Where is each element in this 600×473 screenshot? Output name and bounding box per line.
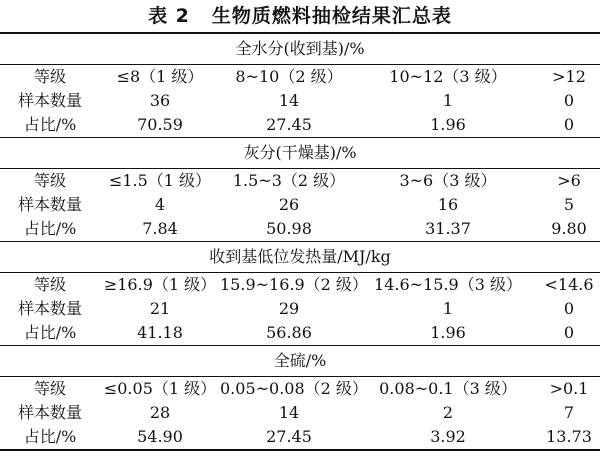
table-section: [0, 137, 600, 241]
table-cell: 1.96: [430, 115, 466, 134]
table-cell: 7: [563, 403, 575, 422]
table-cell: 0: [563, 115, 575, 134]
table-cell: 50.98: [266, 219, 312, 238]
table-cell: 36: [149, 91, 171, 110]
table-cell: 3.92: [430, 427, 466, 446]
table-cell: 7.84: [142, 219, 178, 238]
table-cell: 5: [563, 195, 575, 214]
table-cell: 56.86: [266, 323, 312, 342]
table-section: [0, 345, 600, 449]
table-cell: 14: [278, 403, 300, 422]
count-row: [0, 297, 600, 321]
table-cell: 16: [437, 195, 459, 214]
row-label: 样本数量: [17, 195, 82, 214]
table-cell: 14: [278, 91, 300, 110]
ratio-row: [0, 113, 600, 137]
table-cell: ≤1.5（1 级）: [108, 171, 212, 190]
row-label: 占比/%: [23, 323, 77, 342]
table-cell: 27.45: [266, 115, 312, 134]
table-cell: 26: [278, 195, 300, 214]
row-label: 样本数量: [17, 403, 82, 422]
table-section: [0, 34, 600, 137]
row-label: 占比/%: [23, 219, 77, 238]
table-title: 生物质燃料抽检结果汇总表: [211, 5, 452, 27]
grade-row: [0, 377, 600, 401]
count-row: [0, 401, 600, 425]
table-cell: 0.08~0.1（3 级）: [379, 379, 517, 398]
section-header: 收到基低位发热量/MJ/kg: [0, 242, 600, 273]
table-cell: ≤0.05（1 级）: [103, 379, 217, 398]
table-cell: 13.73: [546, 427, 592, 446]
row-label: 占比/%: [23, 427, 77, 446]
table-cell: >0.1: [549, 379, 589, 398]
table-number: 表 2: [148, 5, 190, 27]
table-cell: 15.9~16.9（2 级）: [220, 275, 368, 294]
table-cell: >12: [552, 67, 586, 86]
row-label: 样本数量: [17, 91, 82, 110]
row-label: 样本数量: [17, 299, 82, 318]
table-cell: 0: [563, 323, 575, 342]
section-header: 全水分(收到基)/%: [0, 34, 600, 65]
count-row: [0, 193, 600, 217]
table-cell: 28: [149, 403, 171, 422]
section-header: 全硫/%: [0, 346, 600, 377]
table-cell: 2: [442, 403, 454, 422]
grade-row: [0, 169, 600, 193]
ratio-row: [0, 425, 600, 449]
table-cell: 41.18: [137, 323, 183, 342]
table-cell: 0: [563, 91, 575, 110]
row-label: 等级: [33, 379, 66, 398]
ratio-row: [0, 321, 600, 345]
table-caption: [0, 0, 600, 32]
table-cell: 29: [278, 299, 300, 318]
table-cell: ≥16.9（1 级）: [103, 275, 217, 294]
table-cell: 70.59: [137, 115, 183, 134]
table-cell: 0: [563, 299, 575, 318]
table-section: [0, 241, 600, 345]
row-label: 等级: [33, 67, 66, 86]
table-cell: 3~6（3 级）: [399, 171, 497, 190]
row-label: 等级: [33, 275, 66, 294]
table-cell: 8~10（2 级）: [235, 67, 343, 86]
table-cell: 1.96: [430, 323, 466, 342]
count-row: [0, 89, 600, 113]
section-header: 灰分(干燥基)/%: [0, 138, 600, 169]
ratio-row: [0, 217, 600, 241]
table-cell: 9.80: [551, 219, 587, 238]
table-cell: 14.6~15.9（3 级）: [374, 275, 522, 294]
table-cell: 54.90: [137, 427, 183, 446]
row-label: 等级: [33, 171, 66, 190]
table-cell: 27.45: [266, 427, 312, 446]
table-cell: 0.05~0.08（2 级）: [220, 379, 368, 398]
table-cell: 1: [442, 299, 454, 318]
table-cell: ≤8（1 级）: [116, 67, 204, 86]
table-cell: 21: [149, 299, 171, 318]
table-cell: 31.37: [425, 219, 471, 238]
table-cell: 10~12（3 级）: [389, 67, 507, 86]
results-table: [0, 32, 600, 451]
table-cell: 1.5~3（2 级）: [232, 171, 346, 190]
table-cell: >6: [557, 171, 581, 190]
table-cell: <14.6: [544, 275, 594, 294]
row-label: 占比/%: [23, 115, 77, 134]
table-cell: 4: [154, 195, 166, 214]
grade-row: [0, 273, 600, 297]
table-cell: 1: [442, 91, 454, 110]
grade-row: [0, 65, 600, 89]
